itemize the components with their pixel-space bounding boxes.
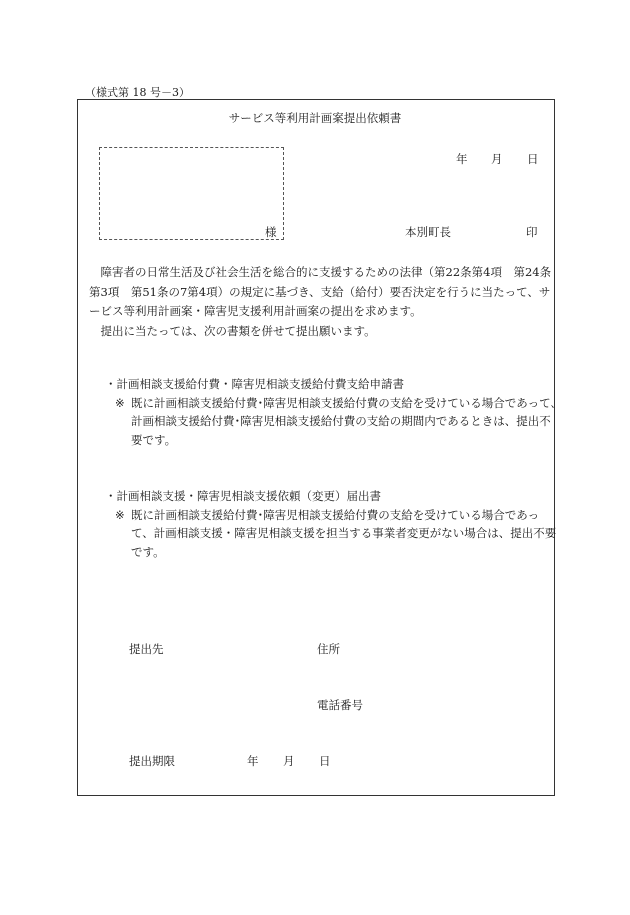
deadline-month: 月: [283, 754, 295, 768]
date-month: 月: [491, 152, 503, 166]
note-text: 既に計画相談支援給付費･障害児相談支援給付費の支給を受けている場合であって、計画相談支援・障害児相談支援を担当する事業者変更がない場合は、提出不要です。: [131, 507, 557, 559]
item-note: [105, 506, 557, 562]
phone-label: 電話番号: [317, 698, 363, 712]
note-mark: ※: [115, 395, 125, 410]
address-label: 住所: [317, 642, 340, 656]
item-heading: ・計画相談支援給付費・障害児相談支援給付費支給申請書: [105, 377, 404, 391]
required-document-1: [105, 375, 557, 449]
addressee-box: [99, 147, 284, 240]
seal-mark: 印: [526, 225, 538, 239]
note-text: 既に計画相談支援給付費･障害児相談支援給付費の支給を受けている場合であって､計画相談支援給付費･障害児相談支援給付費の支給の期間内であるときは、提出不要です。: [131, 395, 557, 447]
body-paragraph-1: 障害者の日常生活及び社会生活を総合的に支援するための法律（第22条第4項 第24条第3項 第51条の7第4項）の規定に基づき、支給（給付）要否決定を行うに当たって、サービス等利用計画案・障害児支援利用計画案の提出を求めます。: [89, 265, 552, 318]
date-day: 日: [527, 152, 539, 166]
body-paragraph-2: 提出に当たっては、次の書類を併せて提出願います。: [100, 323, 376, 338]
body-text: [89, 263, 557, 341]
required-document-2: [105, 487, 557, 561]
deadline-year: 年: [247, 754, 259, 768]
sender-name: 本別町長: [405, 225, 451, 239]
form-number: （様式第 18 号－3）: [85, 86, 190, 99]
deadline-label: 提出期限: [129, 754, 175, 768]
note-mark: ※: [115, 507, 125, 522]
item-heading: ・計画相談支援・障害児相談支援依頼（変更）届出書: [105, 489, 381, 503]
addressee-suffix: 様: [265, 225, 277, 239]
deadline-day: 日: [319, 754, 331, 768]
item-note: [105, 394, 557, 450]
document-title: サービス等利用計画案提出依頼書: [228, 111, 402, 125]
submit-to-label: 提出先: [129, 642, 164, 656]
date-year: 年: [456, 152, 468, 166]
